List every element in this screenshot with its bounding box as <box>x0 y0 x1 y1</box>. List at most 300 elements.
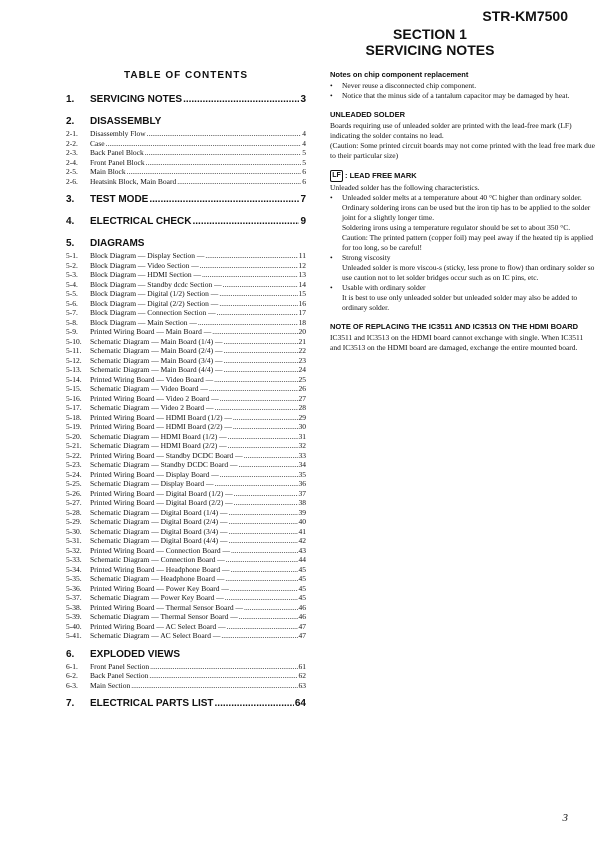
toc-item-number: 5-21. <box>66 441 82 450</box>
toc-page-number: 7 <box>300 194 306 205</box>
toc-item-title: Schematic Diagram — HDMI Board (2/2) — <box>90 441 227 450</box>
toc-leader <box>231 546 298 556</box>
lead-free-paragraph: Soldering irons using a temperature regulator should be set to about 350 °C. <box>342 223 571 232</box>
toc-leader <box>212 327 297 337</box>
toc-item-number: 2-5. <box>66 167 78 176</box>
toc-page-number: 20 <box>298 327 306 336</box>
toc-leader <box>223 356 297 366</box>
toc-item-number: 5-3. <box>66 270 78 279</box>
toc-item <box>66 251 306 261</box>
toc-leader <box>234 498 298 508</box>
toc-page-number: 16 <box>298 298 306 308</box>
toc-section <box>66 238 306 251</box>
page-number: 3 <box>562 812 568 824</box>
toc-item-number: 5-23. <box>66 460 82 469</box>
toc-leader <box>228 432 298 442</box>
toc-item-title: Printed Wiring Board — AC Select Board — <box>90 621 226 631</box>
toc-item-title: Printed Wiring Board — Power Key Board — <box>90 583 229 593</box>
lead-free-paragraph: Unleaded solder is more viscou-s (sticky, less prone to flow) than ordinary solder so use caution not to let solder bridges occur such as on IC pins, etc. <box>342 263 595 282</box>
toc-item-number: 5-19. <box>66 422 82 431</box>
toc-leader <box>131 681 297 691</box>
toc-item-title: Back Panel Section <box>90 671 149 680</box>
toc-leader <box>183 94 299 105</box>
toc-page-number: 40 <box>298 517 306 526</box>
toc-title: TABLE OF CONTENTS <box>123 70 249 81</box>
toc-item-title: Schematic Diagram — HDMI Board (1/2) — <box>90 431 227 441</box>
toc-page-number: 6 <box>302 176 306 186</box>
toc-section <box>66 649 306 662</box>
toc-leader <box>215 479 298 489</box>
toc-item <box>66 662 306 672</box>
toc-item <box>66 356 306 366</box>
toc-item-title: Block Diagram — Video Section — <box>90 260 199 270</box>
toc-leader <box>234 489 298 499</box>
toc-item-title: Front Panel Section <box>90 661 150 671</box>
toc-leader <box>221 631 297 641</box>
toc-item <box>66 289 306 299</box>
toc-item <box>66 346 306 356</box>
unleaded-paragraph: Boards requiring use of unleaded solder are printed with the lead-free mark (LF) indicating the solder contains no lead. <box>330 121 572 140</box>
toc-leader <box>244 451 298 461</box>
toc-item-title: Printed Wiring Board — Display Board — <box>90 469 219 479</box>
toc-section-title: TEST MODE <box>90 194 149 205</box>
toc-leader <box>233 413 298 423</box>
toc-item-title: Schematic Diagram — Digital Board (2/4) — <box>90 517 228 526</box>
toc-section-number: 3. <box>66 194 75 205</box>
list-item: • Unleaded solder melts at a temperature about 40 °C higher than ordinary solder. <box>330 193 582 202</box>
toc-item <box>66 489 306 499</box>
toc-item-number: 5-8. <box>66 317 78 327</box>
toc-section-number: 1. <box>66 94 75 105</box>
toc-item <box>66 584 306 594</box>
toc-page-number: 14 <box>298 279 306 289</box>
toc-item-number: 5-12. <box>66 355 82 365</box>
toc-page-number: 64 <box>294 698 306 709</box>
toc-item <box>66 375 306 385</box>
toc-leader <box>220 394 298 404</box>
toc-leader <box>228 527 297 537</box>
toc-item <box>66 308 306 318</box>
list-item: • Strong viscosity <box>330 253 391 262</box>
toc-section <box>66 216 306 230</box>
toc-item <box>66 536 306 546</box>
toc-page-number: 18 <box>298 317 306 327</box>
toc-page-number: 25 <box>298 374 306 384</box>
toc-item-title: Schematic Diagram — Power Key Board — <box>90 593 224 602</box>
toc-item-title: Disassembly Flow <box>90 129 146 138</box>
toc-leader <box>149 194 299 205</box>
toc-item-title: Schematic Diagram — Video Board — <box>90 384 208 393</box>
toc-item-number: 5-6. <box>66 298 78 308</box>
toc-leader <box>231 565 298 575</box>
toc-item <box>66 451 306 461</box>
lead-free-mark-icon: LF <box>330 170 343 182</box>
toc-section <box>66 94 306 108</box>
toc-item-number: 5-39. <box>66 612 82 621</box>
toc-item-number: 5-28. <box>66 507 82 517</box>
toc-item-title: Printed Wiring Board — Headphone Board — <box>90 564 230 574</box>
toc-leader <box>228 536 297 546</box>
toc-item <box>66 460 306 470</box>
table-of-contents <box>66 94 306 712</box>
toc-page-number: 17 <box>298 308 306 317</box>
toc-item-number: 5-1. <box>66 251 78 260</box>
toc-item-number: 5-27. <box>66 498 82 507</box>
toc-leader <box>220 470 298 480</box>
toc-item-title: Block Diagram — Digital (1/2) Section — <box>90 289 219 298</box>
lead-free-notes <box>330 170 595 313</box>
toc-section-title: EXPLODED VIEWS <box>90 648 181 660</box>
toc-item-title: Printed Wiring Board — Video Board — <box>90 374 214 384</box>
toc-page-number: 21 <box>298 336 306 346</box>
toc-item-number: 5-25. <box>66 479 82 488</box>
toc-leader <box>127 167 302 177</box>
toc-page-number: 5 <box>302 157 306 167</box>
toc-item-title: Printed Wiring Board — Standby DCDC Board — <box>90 450 243 460</box>
toc-item-number: 5-20. <box>66 431 82 441</box>
toc-leader <box>226 555 298 565</box>
toc-item-number: 5-32. <box>66 545 82 555</box>
toc-leader <box>177 177 301 187</box>
toc-item-number: 5-17. <box>66 403 82 412</box>
toc-item-title: Printed Wiring Board — HDMI Board (2/2) — <box>90 422 232 431</box>
chip-notes <box>330 70 595 101</box>
toc-page-number: 62 <box>298 671 306 680</box>
toc-page-number: 26 <box>298 384 306 393</box>
toc-item-number: 5-26. <box>66 488 82 498</box>
toc-item-number: 5-29. <box>66 517 82 526</box>
toc-leader <box>217 308 298 318</box>
list-item: • Notice that the minus side of a tantalum capacitor may be damaged by heat. <box>330 91 570 100</box>
toc-page-number: 35 <box>298 469 306 479</box>
toc-item <box>66 555 306 565</box>
toc-section-title: ELECTRICAL PARTS LIST <box>90 698 214 709</box>
toc-leader <box>219 289 297 299</box>
list-item: • Never reuse a disconnected chip component. <box>330 81 477 90</box>
toc-leader <box>146 158 302 168</box>
toc-item-title: Schematic Diagram — Digital Board (4/4) — <box>90 536 228 545</box>
toc-item-title: Front Panel Block <box>90 157 145 167</box>
toc-page-number: 5 <box>302 148 306 157</box>
toc-page-number: 24 <box>298 365 306 374</box>
toc-page-number: 32 <box>298 441 306 450</box>
toc-page-number: 41 <box>298 526 306 536</box>
toc-page-number: 38 <box>298 498 306 507</box>
unleaded-caution: (Caution: Some printed circuit boards may not come printed with the lead free mark due to their particular size) <box>330 141 595 160</box>
toc-item-title: Main Section <box>90 680 131 690</box>
toc-item <box>66 441 306 451</box>
toc-item-title: Heatsink Block, Main Board <box>90 176 177 186</box>
model-number: STR-KM7500 <box>482 8 568 24</box>
toc-item-title: Schematic Diagram — Main Board (3/4) — <box>90 355 223 365</box>
toc-leader <box>192 216 299 227</box>
list-item: • Usable with ordinary solder <box>330 283 426 292</box>
toc-leader <box>219 299 297 309</box>
toc-item-number: 5-31. <box>66 536 82 545</box>
toc-item <box>66 270 306 280</box>
toc-item <box>66 337 306 347</box>
toc-leader <box>238 460 297 470</box>
toc-item <box>66 565 306 575</box>
toc-leader <box>145 148 302 158</box>
toc-leader <box>223 280 298 290</box>
section-heading <box>330 26 530 58</box>
toc-page-number: 28 <box>298 403 306 412</box>
toc-section-number: 2. <box>66 116 75 127</box>
toc-page-number: 23 <box>298 355 306 365</box>
toc-item-title: Printed Wiring Board — HDMI Board (1/2) — <box>90 412 232 422</box>
toc-section-title: DIAGRAMS <box>90 238 145 249</box>
toc-leader <box>227 622 298 632</box>
section-number: SECTION 1 <box>393 26 467 42</box>
toc-leader <box>209 384 298 394</box>
toc-page-number: 45 <box>298 574 306 583</box>
toc-item-title: Schematic Diagram — Display Board — <box>90 479 214 488</box>
toc-item-title: Schematic Diagram — Main Board (2/4) — <box>90 346 223 355</box>
toc-item <box>66 318 306 328</box>
toc-item-title: Schematic Diagram — Headphone Board — <box>90 574 225 583</box>
toc-item-title: Block Diagram — Digital (2/2) Section — <box>90 298 219 308</box>
toc-item-title: Printed Wiring Board — Thermal Sensor Board — <box>90 602 243 612</box>
toc-section-title: ELECTRICAL CHECK <box>90 216 192 227</box>
unleaded-heading: UNLEADED SOLDER <box>330 110 406 119</box>
toc-item <box>66 574 306 584</box>
toc-item-title: Schematic Diagram — Standby DCDC Board — <box>90 460 238 469</box>
toc-item-title: Block Diagram — Standby dcdc Section — <box>90 279 222 289</box>
ic-paragraph: IC3511 and IC3513 on the HDMI board cannot exchange with single. When IC3511 and IC3513 on the HDMI board are damaged, exchange the entire mounted board. <box>330 333 584 352</box>
toc-item-number: 5-22. <box>66 450 82 460</box>
toc-page-number: 46 <box>298 602 306 612</box>
toc-item-number: 5-41. <box>66 631 82 640</box>
notes-column <box>330 70 595 362</box>
toc-leader <box>202 270 297 280</box>
toc-leader <box>223 346 297 356</box>
toc-page-number: 29 <box>298 412 306 422</box>
toc-item <box>66 365 306 375</box>
toc-page-number: 22 <box>298 346 306 355</box>
toc-item <box>66 158 306 168</box>
toc-leader <box>147 129 302 139</box>
chip-notes-heading: Notes on chip component replacement <box>330 70 469 79</box>
toc-item-number: 5-4. <box>66 279 78 289</box>
toc-section <box>66 116 306 129</box>
toc-item <box>66 671 306 681</box>
toc-leader <box>149 671 297 681</box>
toc-leader <box>200 261 298 271</box>
toc-item <box>66 498 306 508</box>
toc-item-number: 5-7. <box>66 308 78 317</box>
toc-item-number: 5-38. <box>66 602 82 612</box>
toc-leader <box>215 403 298 413</box>
toc-item-title: Back Panel Block <box>90 148 144 157</box>
ic-heading: NOTE OF REPLACING THE IC3511 AND IC3513 ON THE HDMI BOARD <box>330 322 579 331</box>
toc-item <box>66 167 306 177</box>
toc-item-number: 5-13. <box>66 365 82 374</box>
toc-leader <box>214 375 297 385</box>
toc-section <box>66 194 306 208</box>
toc-item-title: Schematic Diagram — AC Select Board — <box>90 631 221 640</box>
toc-page-number: 45 <box>298 593 306 602</box>
toc-leader <box>228 508 297 518</box>
toc-page-number: 9 <box>300 216 306 227</box>
toc-item <box>66 327 306 337</box>
toc-leader <box>225 574 297 584</box>
toc-section-number: 5. <box>66 238 75 249</box>
toc-page-number: 45 <box>298 583 306 593</box>
toc-leader <box>223 365 297 375</box>
toc-item-number: 5-14. <box>66 374 82 384</box>
toc-page-number: 47 <box>298 621 306 631</box>
toc-page-number: 3 <box>300 94 306 105</box>
toc-item-title: Block Diagram — Connection Section — <box>90 308 216 317</box>
toc-item-title: Printed Wiring Board — Digital Board (1/2) — <box>90 488 233 498</box>
unleaded-solder-notes <box>330 110 595 161</box>
toc-item-number: 2-6. <box>66 176 78 186</box>
toc-item <box>66 622 306 632</box>
toc-item <box>66 479 306 489</box>
toc-item <box>66 280 306 290</box>
lead-free-heading: LF : LEAD FREE MARK <box>330 170 595 182</box>
toc-leader <box>228 441 298 451</box>
toc-leader <box>244 603 298 613</box>
toc-item <box>66 413 306 423</box>
toc-item-number: 5-15. <box>66 384 82 393</box>
toc-item-title: Main Block <box>90 167 126 176</box>
toc-item-title: Schematic Diagram — Digital Board (3/4) — <box>90 526 228 536</box>
toc-page-number: 39 <box>298 507 306 517</box>
toc-item-title: Schematic Diagram — Thermal Sensor Board — <box>90 612 238 621</box>
toc-item <box>66 593 306 603</box>
toc-item-title: Case <box>90 138 105 148</box>
toc-item-title: Schematic Diagram — Video 2 Board — <box>90 403 214 412</box>
toc-item-number: 5-33. <box>66 555 82 564</box>
toc-item-title: Schematic Diagram — Digital Board (1/4) — <box>90 507 228 517</box>
toc-item-number: 5-10. <box>66 336 82 346</box>
toc-leader <box>230 584 298 594</box>
toc-item-title: Block Diagram — HDMI Section — <box>90 270 202 279</box>
toc-page-number: 31 <box>298 431 306 441</box>
toc-page-number: 33 <box>298 450 306 460</box>
toc-item <box>66 517 306 527</box>
toc-page-number: 34 <box>298 460 306 469</box>
toc-item-number: 2-3. <box>66 148 78 157</box>
toc-section <box>66 698 306 712</box>
toc-page-number: 45 <box>298 564 306 574</box>
toc-leader <box>198 318 298 328</box>
toc-item <box>66 681 306 691</box>
toc-section-number: 6. <box>66 648 75 660</box>
toc-item-title: Printed Wiring Board — Video 2 Board — <box>90 393 219 403</box>
toc-section-number: 4. <box>66 216 75 227</box>
toc-item <box>66 508 306 518</box>
toc-leader <box>215 698 294 709</box>
toc-item <box>66 148 306 158</box>
toc-item-number: 6-3. <box>66 680 78 690</box>
toc-item-title: Schematic Diagram — Main Board (1/4) — <box>90 336 223 346</box>
toc-item <box>66 139 306 149</box>
toc-item <box>66 546 306 556</box>
toc-section-title: SERVICING NOTES <box>90 94 183 105</box>
toc-item-number: 5-5. <box>66 289 78 298</box>
toc-item-number: 2-2. <box>66 138 78 148</box>
lead-free-intro: Unleaded solder has the following characteristics. <box>330 183 480 192</box>
lead-free-paragraph: It is best to use only unleaded solder but unleaded solder may also be added to ordinary solder. <box>342 293 578 312</box>
toc-item-number: 5-2. <box>66 260 78 270</box>
section-title: SERVICING NOTES <box>365 42 495 58</box>
toc-item-number: 2-1. <box>66 129 78 138</box>
toc-item-title: Block Diagram — Main Section — <box>90 317 197 327</box>
toc-item-number: 2-4. <box>66 157 78 167</box>
toc-item-title: Printed Wiring Board — Connection Board — <box>90 545 230 555</box>
toc-item <box>66 403 306 413</box>
toc-page-number: 6 <box>302 167 306 176</box>
toc-leader <box>233 422 298 432</box>
toc-page-number: 47 <box>298 631 306 640</box>
toc-page-number: 4 <box>302 138 306 148</box>
toc-leader <box>223 337 297 347</box>
toc-item <box>66 631 306 641</box>
toc-item-number: 5-18. <box>66 412 82 422</box>
toc-item <box>66 603 306 613</box>
toc-item <box>66 299 306 309</box>
toc-page-number: 30 <box>298 422 306 431</box>
toc-page-number: 44 <box>298 555 306 564</box>
toc-page-number: 4 <box>302 129 306 138</box>
toc-item <box>66 384 306 394</box>
toc-item-number: 5-16. <box>66 393 82 403</box>
toc-item <box>66 432 306 442</box>
toc-item-number: 5-40. <box>66 621 82 631</box>
toc-item-title: Printed Wiring Board — Main Board — <box>90 327 212 336</box>
toc-page-number: 37 <box>298 488 306 498</box>
toc-page-number: 63 <box>298 680 306 690</box>
toc-item-title: Block Diagram — Display Section — <box>90 251 205 260</box>
ic-replacement-notes <box>330 322 595 353</box>
toc-item-title: Printed Wiring Board — Digital Board (2/2) — <box>90 498 233 507</box>
toc-item-number: 5-30. <box>66 526 82 536</box>
toc-leader <box>205 251 297 261</box>
toc-item <box>66 612 306 622</box>
toc-leader <box>225 593 298 603</box>
toc-item-number: 5-35. <box>66 574 82 583</box>
toc-page-number: 36 <box>298 479 306 488</box>
toc-item-number: 6-2. <box>66 671 78 680</box>
toc-item <box>66 470 306 480</box>
toc-item <box>66 177 306 187</box>
toc-item-number: 5-34. <box>66 564 82 574</box>
toc-section-title: DISASSEMBLY <box>90 116 162 127</box>
toc-page-number: 13 <box>298 270 306 279</box>
toc-page-number: 46 <box>298 612 306 621</box>
toc-page-number: 12 <box>298 260 306 270</box>
toc-item-number: 5-37. <box>66 593 82 602</box>
toc-page-number: 42 <box>298 536 306 545</box>
toc-item <box>66 527 306 537</box>
toc-item <box>66 261 306 271</box>
toc-page-number: 15 <box>298 289 306 298</box>
toc-page-number: 27 <box>298 393 306 403</box>
toc-leader <box>239 612 298 622</box>
toc-item <box>66 394 306 404</box>
toc-item-title: Schematic Diagram — Main Board (4/4) — <box>90 365 223 374</box>
toc-item-title: Schematic Diagram — Connection Board — <box>90 555 225 564</box>
toc-item-number: 5-11. <box>66 346 82 355</box>
toc-leader <box>228 517 297 527</box>
toc-item <box>66 422 306 432</box>
toc-item-number: 5-24. <box>66 469 82 479</box>
toc-page-number: 43 <box>298 545 306 555</box>
lead-free-caution: Caution: The printed pattern (copper foil) may peel away if the heated tip is applied for too long, so be careful! <box>342 233 594 252</box>
